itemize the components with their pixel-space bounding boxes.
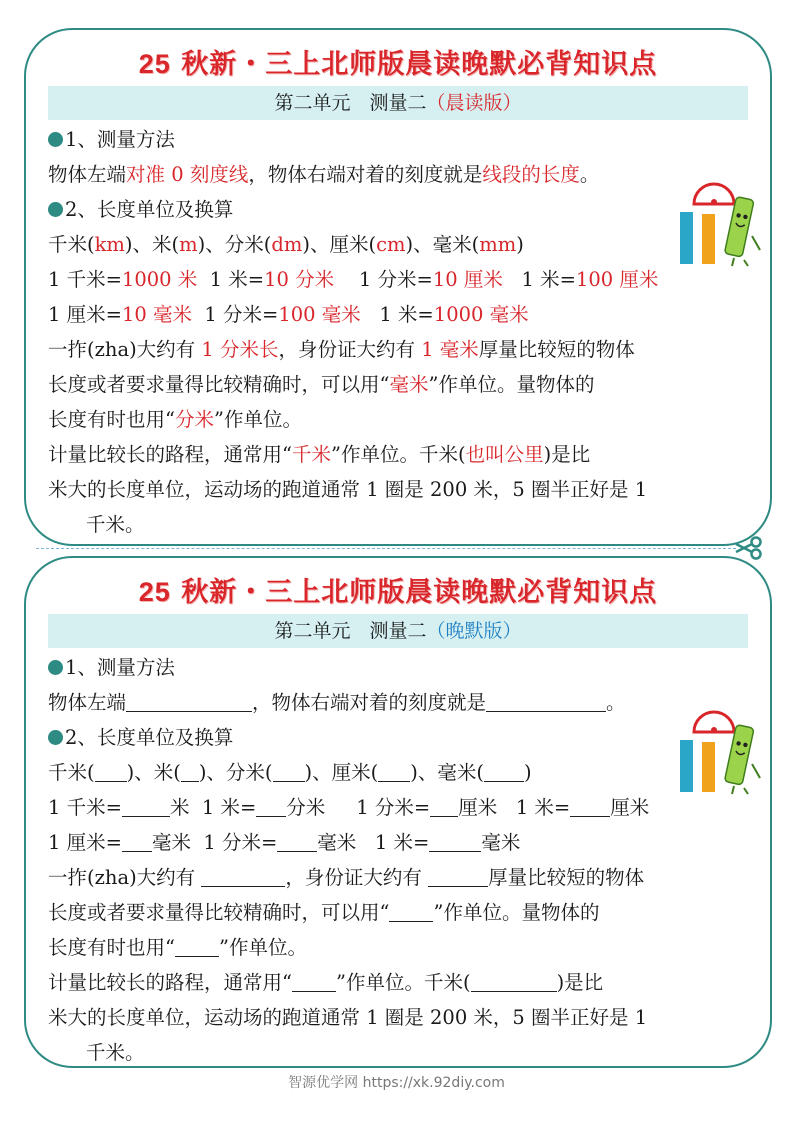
page-title [26, 42, 770, 81]
text: 一拃(zha)大约有 [48, 866, 202, 889]
paragraph-line-6: 千米。 [86, 513, 145, 536]
section-2-title: 2、长度单位及换算 [65, 198, 234, 221]
highlight-text: 100 毫米 [278, 303, 361, 326]
fill-blank[interactable] [429, 833, 481, 852]
fill-blank[interactable] [486, 693, 606, 712]
ruler-protractor-icon [680, 704, 762, 796]
text: ，物体右端对着的刻度就是 [248, 163, 483, 186]
page-title [26, 570, 770, 609]
conversion-line-2 [48, 827, 520, 855]
unit-band [48, 86, 748, 120]
morning-card [24, 28, 772, 546]
paragraph-line-4 [48, 967, 603, 995]
text: 长度或者要求量得比较精确时，可以用“ [48, 373, 390, 396]
section-2-heading [48, 194, 233, 222]
fill-blank[interactable] [126, 693, 252, 712]
text: 毫米 [481, 831, 521, 854]
text: 千米( [48, 233, 95, 256]
title-text: 秋新・三上北师版晨读晚默必背知识点 [181, 49, 658, 80]
text: ，物体右端对着的刻度就是 [252, 691, 487, 714]
text: ”作单位。量物体的 [433, 901, 600, 924]
section-1-title: 1、测量方法 [65, 656, 175, 679]
fill-blank[interactable] [256, 798, 286, 817]
paragraph-line-5: 米大的长度单位，运动场的跑道通常 1 圈是 200 米，5 圈半正好是 1 [48, 1006, 648, 1029]
fill-blank[interactable] [378, 763, 410, 782]
bullet-dot-icon [48, 730, 63, 745]
text: )、分米( [197, 233, 272, 256]
units-line [48, 229, 524, 257]
section-1-heading [48, 124, 175, 152]
highlight-text: 分米 [174, 408, 214, 431]
title-text: 秋新・三上北师版晨读晚默必背知识点 [181, 577, 658, 608]
bullet-dot-icon [48, 660, 63, 675]
text: ”作单位。量物体的 [428, 373, 595, 396]
text: ) [516, 233, 524, 256]
fill-blank[interactable] [201, 868, 285, 887]
text: ”作单位。千米( [331, 443, 466, 466]
ruler-protractor-icon [680, 176, 762, 268]
text: 厚量比较短的物体 [478, 338, 635, 361]
text: )、米( [126, 761, 181, 784]
text: )、米( [124, 233, 180, 256]
bullet-dot-icon [48, 132, 63, 147]
text: )、毫米( [410, 761, 484, 784]
fill-blank[interactable] [389, 903, 433, 922]
conversion-line-2 [48, 299, 529, 327]
text: )、分米( [198, 761, 273, 784]
highlight-text: 1000 毫米 [433, 303, 529, 326]
text: 分米 1 分米= [286, 796, 431, 819]
section-2-heading [48, 722, 233, 750]
text: 厚量比较短的物体 [488, 866, 645, 889]
unit-label: 第二单元 测量二 [274, 92, 427, 114]
text: 长度有时也用“ [48, 936, 175, 959]
highlight-text: 毫米 [389, 373, 429, 396]
fill-blank[interactable] [122, 833, 152, 852]
fill-blank[interactable] [430, 798, 458, 817]
text: )、厘米( [302, 233, 377, 256]
text: 计量比较长的路程，通常用“ [48, 971, 292, 994]
text: 物体左端 [48, 691, 127, 714]
fill-blank[interactable] [277, 833, 317, 852]
fill-blank[interactable] [292, 973, 336, 992]
text: )是比 [543, 443, 591, 466]
text: ”作单位。 [214, 408, 302, 431]
text: 1 米= [360, 303, 434, 326]
text: 1 千米= [48, 268, 122, 291]
highlight-text: 10 分米 [264, 268, 335, 291]
text: 米 1 米= [169, 796, 257, 819]
paren-open: （ [426, 92, 446, 114]
highlight-text: 10 厘米 [432, 268, 503, 291]
paren-close: ） [502, 92, 522, 114]
unit-label: 第二单元 测量二 [274, 620, 427, 642]
highlight-text: 也叫公里 [465, 443, 544, 466]
paragraph-line-2 [48, 369, 594, 397]
paragraph-line-4 [48, 439, 590, 467]
text: 厘米 [610, 796, 650, 819]
fill-blank[interactable] [273, 763, 305, 782]
fill-blank[interactable] [95, 763, 127, 782]
text: ，身份证大约有 [285, 866, 429, 889]
method-line [48, 159, 599, 187]
paren-open: （ [426, 620, 446, 642]
text: 厘米 1 米= [458, 796, 571, 819]
units-line [48, 757, 532, 785]
text: 1 千米= [48, 796, 122, 819]
fill-blank[interactable] [175, 938, 219, 957]
footer-watermark: 智源优学网 https://xk.92diy.com [288, 1075, 505, 1091]
highlight-text: 1 毫米 [421, 338, 479, 361]
fill-blank[interactable] [471, 973, 557, 992]
text: ”作单位。千米( [335, 971, 471, 994]
text: 1 厘米= [48, 303, 122, 326]
highlight-text: 千米 [291, 443, 331, 466]
conversion-line-1 [48, 792, 649, 820]
scissors-icon [734, 536, 764, 560]
title-prefix: 25 [138, 577, 171, 607]
title-prefix: 25 [138, 49, 171, 79]
text: 长度或者要求量得比较精确时，可以用“ [48, 901, 390, 924]
highlight-text: 对准 0 刻度线 [126, 163, 249, 186]
paren-close: ） [502, 620, 522, 642]
text: 1 厘米= [48, 831, 122, 854]
text: ”作单位。 [218, 936, 307, 959]
highlight-text: km [94, 233, 125, 256]
fill-blank[interactable] [428, 868, 488, 887]
conversion-line-1 [48, 264, 658, 292]
highlight-text: 线段的长度 [482, 163, 580, 186]
text: 一拃(zha)大约有 [48, 338, 202, 361]
text: 长度有时也用“ [48, 408, 175, 431]
highlight-text: mm [479, 233, 517, 256]
paragraph-line-1 [48, 862, 644, 890]
text: 毫米 1 分米= [151, 831, 278, 854]
highlight-text: dm [271, 233, 303, 256]
section-1-title: 1、测量方法 [65, 128, 175, 151]
unit-band [48, 614, 748, 648]
highlight-text: 1000 米 [121, 268, 198, 291]
text: ) [523, 761, 532, 784]
cut-line [36, 548, 736, 549]
text: 。 [579, 163, 600, 186]
paragraph-line-5: 米大的长度单位，运动场的跑道通常 1 圈是 200 米，5 圈半正好是 1 [48, 478, 648, 501]
fill-blank[interactable] [122, 798, 170, 817]
text: )、毫米( [405, 233, 480, 256]
paragraph-line-2 [48, 897, 599, 925]
highlight-text: m [179, 233, 198, 256]
paragraph-line-3 [48, 404, 302, 432]
text: 毫米 1 米= [317, 831, 430, 854]
highlight-text: 10 毫米 [121, 303, 192, 326]
text: 千米( [48, 761, 95, 784]
text: 计量比较长的路程，通常用“ [48, 443, 292, 466]
fill-blank[interactable] [181, 763, 199, 782]
section-1-heading [48, 652, 175, 680]
fill-blank[interactable] [484, 763, 524, 782]
method-line [48, 687, 626, 715]
text: 。 [606, 691, 626, 714]
text: 1 米= [502, 268, 576, 291]
edition-label: 晚默版 [445, 620, 503, 642]
edition-label: 晨读版 [445, 92, 503, 114]
highlight-text: 100 厘米 [575, 268, 659, 291]
text: )、厘米( [304, 761, 379, 784]
paragraph-line-6: 千米。 [86, 1041, 145, 1064]
paragraph-line-1 [48, 334, 635, 362]
fill-blank[interactable] [570, 798, 610, 817]
paragraph-line-3 [48, 932, 307, 960]
text: 1 分米= [191, 303, 279, 326]
evening-card [24, 556, 772, 1068]
text: 物体左端 [48, 163, 127, 186]
text: 1 分米= [334, 268, 433, 291]
highlight-text: 1 分米长 [201, 338, 279, 361]
highlight-text: cm [376, 233, 406, 256]
bullet-dot-icon [48, 202, 63, 217]
section-2-title: 2、长度单位及换算 [65, 726, 234, 749]
text: )是比 [556, 971, 604, 994]
text: 1 米= [197, 268, 265, 291]
text: ，身份证大约有 [278, 338, 422, 361]
